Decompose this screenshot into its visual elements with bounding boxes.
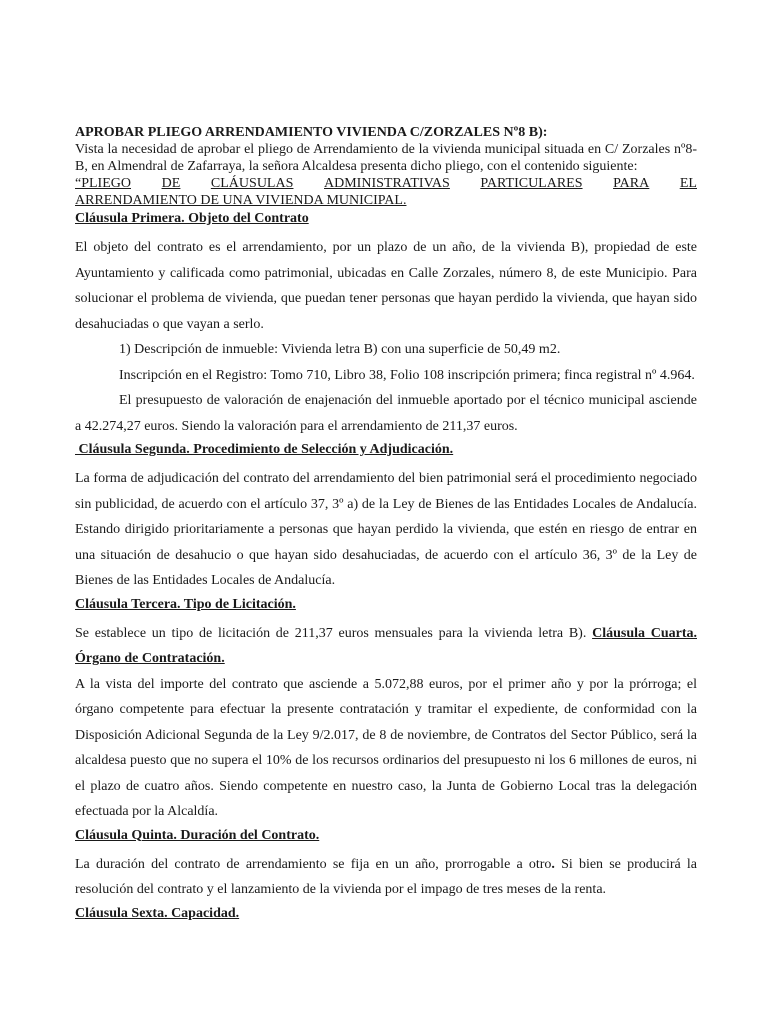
document-title: APROBAR PLIEGO ARRENDAMIENTO VIVIENDA C/ZORZALES Nº8 B): <box>75 125 548 140</box>
clausula-quinta-paragraph <box>75 852 697 903</box>
pliego-word: EL <box>679 176 697 191</box>
clausula-cuarta-heading: Cláusula Cuarta. Órgano de Contratación. <box>75 625 697 666</box>
clausula-segunda-paragraph: La forma de adjudicación del contrato del arrendamiento del bien patrimonial será el procedimiento negociado sin publicidad, de acuerdo con el artículo 37, 3º a) de la Ley de Bienes de las Entidades Locales de Andalucía. Estando dirigido prioritariamente a personas que hayan perdido la vivienda, que estén en riesgo de entrar en una situación de desahucio o que hayan sido desahuciadas, de acuerdo con el artículo 36, 3º de la Ley de Bienes de las Entidades Locales de Andalucía. <box>75 471 697 588</box>
clausula-quinta-text-b: Si bien se producirá la resolución del contrato y el lanzamiento de la vivienda por el impago de tres meses de la renta. <box>75 856 697 897</box>
intro-paragraph: Vista la necesidad de aprobar el pliego de Arrendamiento de la vivienda municipal situada en C/ Zorzales nº8-B, en Almendral de Zafarraya, la señora Alcaldesa presenta dicho pliego, con el contenido siguiente: <box>75 142 697 174</box>
clausula-segunda-heading <box>75 440 697 460</box>
clausula-quinta-text-a: La duración del contrato de arrendamiento se fija en un año, prorrogable a otro <box>75 856 552 872</box>
clausula-segunda-heading-text: Cláusula Segunda. Procedimiento de Selección y Adjudicación. <box>78 442 454 457</box>
pliego-title-line-1 <box>75 175 697 192</box>
clausula-sexta-heading: Cláusula Sexta. Capacidad. <box>75 905 240 921</box>
pliego-word: ADMINISTRATIVAS <box>324 176 450 191</box>
clausula-tercera-text: Se establece un tipo de licitación de 211,37 euros mensuales para la vivienda letra B). <box>75 625 587 641</box>
clausula-quinta-dot: . <box>551 856 555 872</box>
clausula-cuarta-paragraph: A la vista del importe del contrato que asciende a 5.072,88 euros, por el primer año y por la prórroga; el órgano competente para efectuar la presente contratación y tramitar el expediente, de conformidad con la Disposición Adicional Segunda de la Ley 9/2.017, de 8 de noviembre, de Contratos del Sector Público, será la alcaldesa puesto que no supera el 10% de los recursos ordinarios del presupuesto ni los 6 millones de euros, ni el plazo de cuatro años. Siendo competente en nuestro caso, la Junta de Gobierno Local tras la delegación efectuada por la Alcaldía. <box>75 676 697 819</box>
descripcion-inmueble: 1) Descripción de inmueble: Vivienda letra B) con una superficie de 50,49 m2. <box>119 342 561 357</box>
pliego-word: “PLIEGO <box>75 176 131 191</box>
pliego-word: PARTICULARES <box>480 176 583 191</box>
pliego-word: CLÁUSULAS <box>210 176 294 191</box>
presupuesto-valoracion: El presupuesto de valoración de enajenación del inmueble aportado por el técnico municipal asciende a 42.274,27 euros. Siendo la valoración para el arrendamiento de 211,37 euros. <box>75 393 697 434</box>
inscripcion-registro: Inscripción en el Registro: Tomo 710, Libro 38, Folio 108 inscripción primera; finca registral nº 4.964. <box>119 367 695 383</box>
clausula-tercera-paragraph <box>75 621 697 672</box>
clausula-tercera-heading: Cláusula Tercera. Tipo de Licitación. <box>75 596 296 612</box>
document-page <box>75 124 697 930</box>
clausula-primera-heading: Cláusula Primera. Objeto del Contrato <box>75 211 309 226</box>
pliego-title-line-2: ARRENDAMIENTO DE UNA VIVIENDA MUNICIPAL. <box>75 193 407 208</box>
pliego-word: DE <box>161 176 181 191</box>
clausula-primera-paragraph: El objeto del contrato es el arrendamiento, por un plazo de un año, de la vivienda B), propiedad de este Ayuntamiento y calificada como patrimonial, ubicadas en Calle Zorzales, número 8, de este Municipio. Para solucionar el problema de vivienda, que puedan tener personas que hayan perdido la vivienda, que hayan sido desahuciadas o que vayan a serlo. <box>75 240 697 332</box>
pliego-word: PARA <box>613 176 650 191</box>
clausula-quinta-heading: Cláusula Quinta. Duración del Contrato. <box>75 827 320 843</box>
